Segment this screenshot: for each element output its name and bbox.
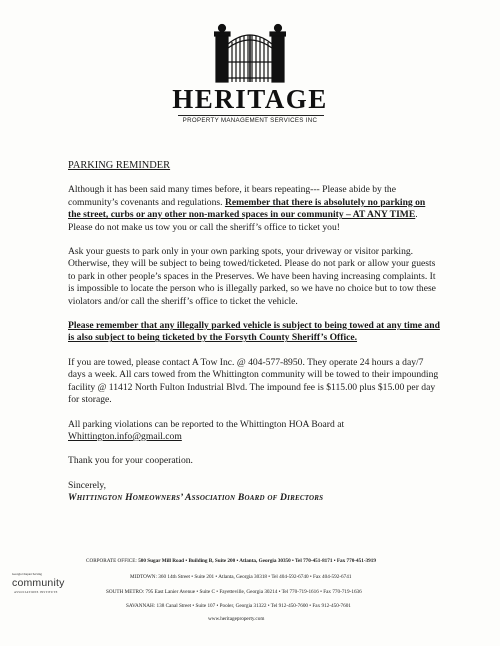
cai-subtitle: ASSOCIATIONS INSTITUTE [14, 591, 58, 594]
corporate-address: 500 Sugar Mill Road • Building B, Suite 200 • Atlanta, Georgia 30350 • Tel 770-451-8171 • Fax 770-451-3919 [138, 558, 376, 564]
footer-south-metro: SOUTH METRO: 795 East Lanier Avenue • Suite C • Fayetteville, Georgia 30214 • Tel 770-719-1616 • Fax 770-719-1636 [106, 589, 362, 595]
paragraph-reminder [68, 184, 440, 234]
letter-heading: PARKING REMINDER [68, 160, 171, 171]
footer-midtown: MIDTOWN: 360 14th Street • Suite 201 • Atlanta, Georgia 30318 • Tel 404-592-6740 • Fax 404-592-6741 [130, 574, 352, 580]
cai-chapter-label: Georgia Chapter Serving [12, 572, 42, 576]
signature: Whittington Homeowners’ Association Board of Directors [68, 492, 324, 504]
paragraph-thanks: Thank you for your cooperation. [68, 455, 193, 467]
brand-divider [178, 115, 324, 116]
report-text: All parking violations can be reported to the Whittington HOA Board at [68, 418, 345, 430]
footer-corporate [86, 555, 466, 567]
letter-body [68, 160, 440, 505]
heritage-gate-logo [214, 22, 286, 84]
brand-name: HERITAGE [172, 84, 328, 114]
brand-subtitle: PROPERTY MANAGEMENT SERVICES INC [182, 117, 318, 124]
paragraph-guests: Ask your guests to park only in your own parking spots, your driveway or visitor parking. Otherwise, they will be subject to being towed/ticketed. Please do not park or allow your guests to park in other people’s spaces in the Preserves. We have been having increasing complaints. It is impossible to locate the person who is illegally parked, so we have no choice but to tow these violators and/or call the sheriff’s office to ticket the vehicle. [68, 246, 436, 307]
paragraph-report [68, 419, 440, 444]
reminder-tail: . Please do not make us tow you or call the sheriff’s office to ticket you! [68, 209, 418, 233]
reminder-text: Although it has been said many times before, it bears repeating--- Please abide by the community’s covenants and regulations. [68, 184, 396, 208]
paragraph-tow-info: If you are towed, please contact A Tow Inc. @ 404-577-8950. They operate 24 hours a day/7 days a week. All cars towed from the Whittington community will be towed to their impounding facility @ 11412 North Fulton Industrial Blvd. The impound fee is $115.00 plus $15.00 per day for storage. [68, 356, 439, 406]
no-parking-rule: Remember that there is absolutely no parking on the street, curbs or any other non-marked spaces in our community – AT ANY TIME [68, 196, 426, 221]
community-associations-logo [12, 573, 68, 603]
paragraph-towing-notice: Please remember that any illegally parked vehicle is subject to being towed at any time and is also subject to being ticketed by the Forsyth County Sheriff’s Office. [68, 320, 440, 344]
footer-savannah: SAVANNAH: 138 Canal Street • Suite 107 • Pooler, Georgia 31322 • Tel 912-450-7600 • Fax 912-450-7601 [126, 603, 351, 609]
closing: Sincerely, [68, 479, 107, 491]
corporate-label: CORPORATE OFFICE: [86, 558, 137, 564]
footer-website[interactable]: www.heritageproperty.com [208, 616, 265, 622]
hoa-email-link[interactable]: Whittington.info@gmail.com [68, 430, 182, 442]
cai-wordmark: community [12, 577, 65, 589]
